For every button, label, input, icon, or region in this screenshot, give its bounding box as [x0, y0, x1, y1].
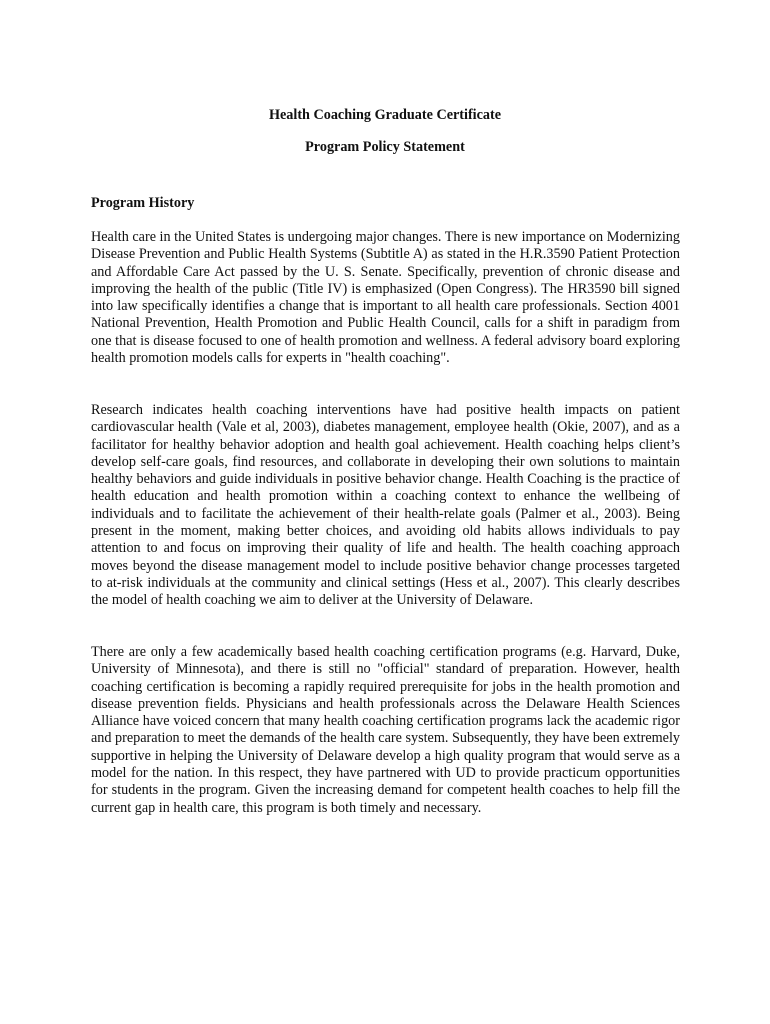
document-title: Health Coaching Graduate Certificate: [268, 107, 502, 123]
document-subtitle: Program Policy Statement: [305, 139, 465, 155]
paragraph: Research indicates health coaching interventions have had positive health impacts on patient cardiovascular health (Vale et al, 2003), diabetes management, employee health (Okie, 2007), and as a facilitator for healthy behavior adoption and health goal achievement. Health coaching helps client’s develop self-care goals, find resources, and collaborate in developing their own solutions to maintain healthy behaviors and guide individuals in positive behavior change. Health Coaching is the practice of health education and health promotion within a coaching context to enhance the wellbeing of individuals and to facilitate the achievement of their health-relate goals (Palmer et al., 2003). Being present in the moment, making better choices, and avoiding old habits allows individuals to pay attention to and focus on improving their quality of life and health. The health coaching approach moves beyond the disease management model to include positive behavior change processes targeted to at-risk individuals at the community and clinical settings (Hess et al., 2007). This clearly describes the model of health coaching we aim to deliver at the University of Delaware.: [91, 402, 680, 609]
section-heading: Program History: [91, 195, 195, 211]
paragraph: Health care in the United States is undergoing major changes. There is new importance on Modernizing Disease Prevention and Public Health Systems (Subtitle A) as stated in the H.R.3590 Patient Protection and Affordable Care Act passed by the U. S. Senate. Specifically, prevention of chronic disease and improving the health of the public (Title IV) is emphasized (Open Congress). The HR3590 bill signed into law specifically identifies a change that is important to all health care professionals. Section 4001 National Prevention, Health Promotion and Public Health Council, calls for a shift in paradigm from one that is disease focused to one of health promotion and wellness. A federal advisory board exploring health promotion models calls for experts in "health coaching".: [91, 229, 680, 367]
paragraph: There are only a few academically based health coaching certification programs (e.g. Harvard, Duke, University of Minnesota), and there is still no "official" standard of preparation. However, health coaching certification is becoming a rapidly required prerequisite for jobs in the health promotion and disease prevention fields. Physicians and health professionals across the Delaware Health Sciences Alliance have voiced concern that many health coaching certification programs lack the academic rigor and preparation to meet the demands of the health care system. Subsequently, they have been extremely supportive in helping the University of Delaware develop a high quality program that would serve as a model for the nation. In this respect, they have partnered with UD to provide practicum opportunities for students in the program. Given the increasing demand for competent health coaches to help fill the current gap in health care, this program is both timely and necessary.: [91, 644, 680, 816]
